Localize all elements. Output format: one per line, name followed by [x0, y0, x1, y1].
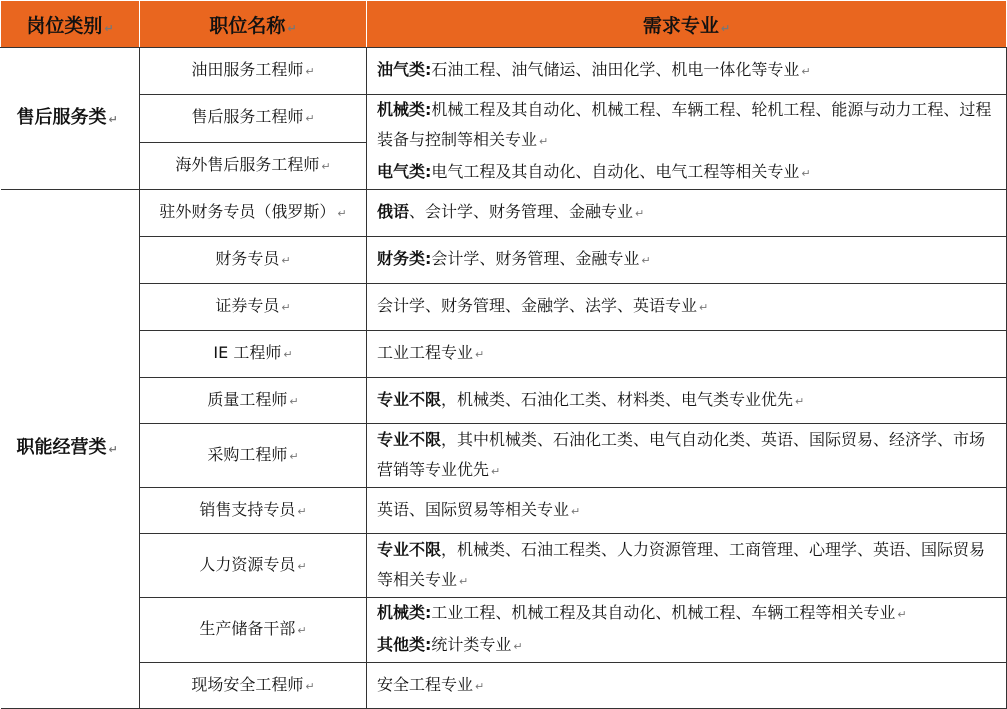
table-row	[1, 237, 1007, 284]
major-cell: 财务类:会计学、财务管理、金融专业 ↵	[367, 237, 1007, 284]
position-cell: 驻外财务专员（俄罗斯） ↵	[140, 190, 367, 237]
position-cell: 现场安全工程师 ↵	[140, 663, 367, 709]
table-row	[1, 378, 1007, 424]
table-row	[1, 190, 1007, 237]
position-cell: 采购工程师 ↵	[140, 424, 367, 488]
position-cell: 财务专员 ↵	[140, 237, 367, 284]
major-cell: 油气类:石油工程、油气储运、油田化学、机电一体化等专业 ↵	[367, 48, 1007, 95]
major-cell: 机械类:机械工程及其自动化、机械工程、车辆工程、轮机工程、能源与动力工程、过程装备与控制等相关专业 ↵ 电气类:电气工程及其自动化、自动化、电气工程等相关专业 ↵	[367, 95, 1007, 190]
table-row	[1, 95, 1007, 143]
table-row	[1, 663, 1007, 709]
position-cell: IE 工程师 ↵	[140, 331, 367, 378]
major-cell: 俄语、会计学、财务管理、金融专业 ↵	[367, 190, 1007, 237]
table-row	[1, 488, 1007, 534]
position-cell: 销售支持专员 ↵	[140, 488, 367, 534]
position-cell: 证券专员 ↵	[140, 284, 367, 331]
major-cell: 专业不限，其中机械类、石油化工类、电气自动化类、英语、国际贸易、经济学、市场营销等专业优先 ↵	[367, 424, 1007, 488]
major-cell: 机械类:工业工程、机械工程及其自动化、机械工程、车辆工程等相关专业 ↵ 其他类:统计类专业 ↵	[367, 598, 1007, 663]
major-cell: 安全工程专业 ↵	[367, 663, 1007, 709]
position-cell: 人力资源专员 ↵	[140, 534, 367, 598]
position-cell: 售后服务工程师 ↵	[140, 95, 367, 143]
position-cell: 生产储备干部 ↵	[140, 598, 367, 663]
table-row	[1, 284, 1007, 331]
table-row	[1, 331, 1007, 378]
position-cell: 油田服务工程师 ↵	[140, 48, 367, 95]
category-after-sales: 售后服务类 ↵	[1, 48, 140, 190]
header-category: 岗位类别 ↵	[1, 1, 140, 48]
major-cell: 专业不限，机械类、石油工程类、人力资源管理、工商管理、心理学、英语、国际贸易等相关专业 ↵	[367, 534, 1007, 598]
table-row	[1, 48, 1007, 95]
major-cell: 工业工程专业 ↵	[367, 331, 1007, 378]
table-row	[1, 424, 1007, 488]
table-header-row	[1, 1, 1007, 48]
table-row	[1, 598, 1007, 663]
major-cell: 英语、国际贸易等相关专业 ↵	[367, 488, 1007, 534]
position-cell: 海外售后服务工程师 ↵	[140, 142, 367, 190]
position-cell: 质量工程师 ↵	[140, 378, 367, 424]
header-position: 职位名称 ↵	[140, 1, 367, 48]
major-cell: 专业不限，机械类、石油化工类、材料类、电气类专业优先 ↵	[367, 378, 1007, 424]
table-row	[1, 534, 1007, 598]
header-major: 需求专业 ↵	[367, 1, 1007, 48]
major-cell: 会计学、财务管理、金融学、法学、英语专业 ↵	[367, 284, 1007, 331]
category-functional: 职能经营类 ↵	[1, 190, 140, 709]
